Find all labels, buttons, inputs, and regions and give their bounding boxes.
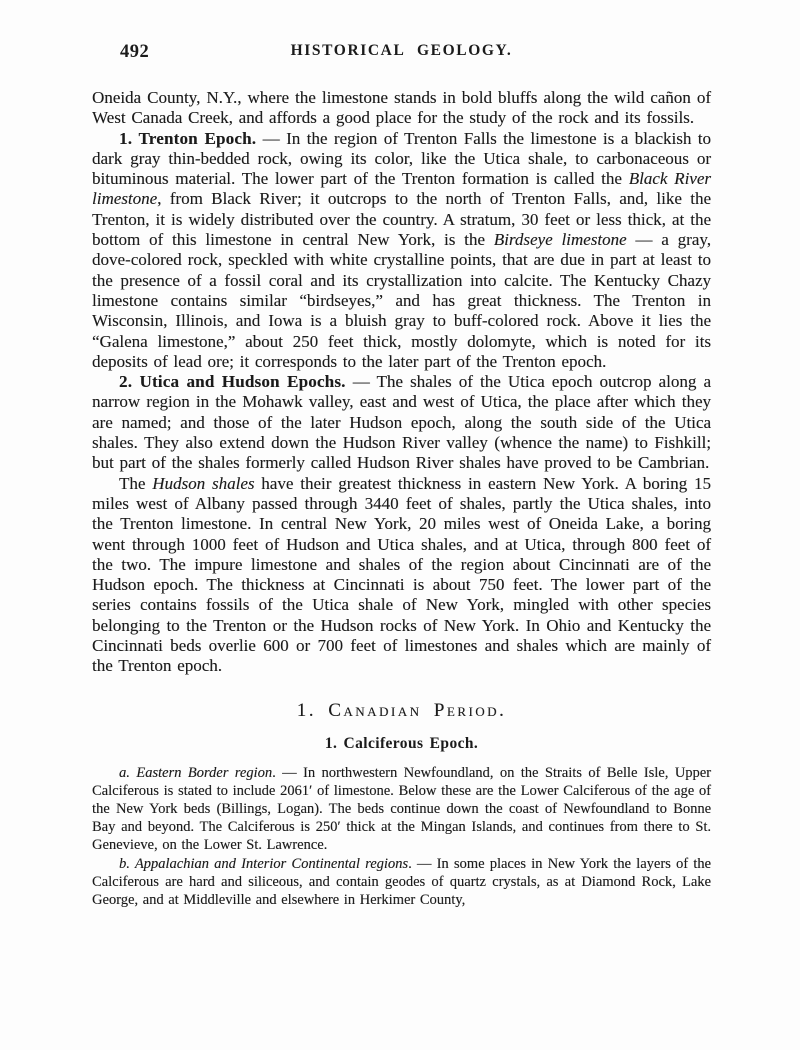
text-segment: b. Appalachian and Interior Continental regions: [119, 855, 409, 872]
text-segment: 2. Utica and Hudson Epochs.: [119, 372, 346, 392]
text-segment: have their greatest thickness in eastern New York. A boring 15 miles west of Albany passed through 3440 feet of shales, partly the Utica shales, into the Trenton limestone. In central New York, 20 miles west of Oneida Lake, a boring went through 1000 feet of Hudson and Utica shales, and at Utica, through 800 feet of the two. The impure limestone and shales of the region about Cincinnati are of the Hudson epoch. The thickness at Cincinnati is about 750 feet. The lower part of the series contains fossils of the Utica shale of New York, mingled with other species belonging to the Trenton or the Hudson rocks of New York. In Ohio and Kentucky the Cincinnati beds overlie 600 or 700 feet of limestones and shales which are mainly of the Trenton epoch.: [92, 473, 711, 676]
heading-epoch: 1. Calciferous Epoch.: [324, 734, 479, 752]
page-header: [92, 42, 711, 64]
text-segment: . — In some places in New York the layers of the Calciferous are hard and siliceous, and contain geodes of quartz crystals, as at Diamond Rock, Lake George, and at Middleville and elsewhere in Herkimer County,: [92, 855, 711, 909]
text-segment: The: [119, 473, 153, 493]
paragraph: [92, 474, 711, 677]
running-title: HISTORICAL GEOLOGY.: [290, 42, 513, 59]
text-segment: Black River limestone: [92, 169, 712, 209]
heading-period: 1. Canadian Period.: [296, 699, 507, 721]
paragraph: [92, 372, 711, 473]
page-body: [92, 88, 711, 909]
paragraph: [92, 764, 711, 855]
text-segment: Hudson shales: [152, 473, 255, 493]
text-segment: — In the region of Trenton Falls the limestone is a blackish to dark gray thin-bedded rock, owing its color, like the Utica shale, to carbonaceous or bituminous material. The lower part of the Trenton formation is called the: [92, 128, 711, 189]
text-segment: 1. Trenton Epoch.: [119, 128, 257, 148]
paragraph: [92, 855, 711, 910]
text-segment: Oneida County, N.Y., where the limestone stands in bold bluffs along the wild cañon of West Canada Creek, and affords a good place for the study of the rock and its fossils.: [92, 88, 711, 128]
page-number: 492: [120, 42, 150, 62]
text-segment: , from Black River; it outcrops to the north of Trenton Falls, and, like the Trenton, it is widely distributed over the country. A stratum, 30 feet or less thick, at the bottom of this limestone in central New York, is the: [92, 189, 711, 250]
text-segment: . — In northwestern Newfoundland, on the Straits of Belle Isle, Upper Calciferous is stated to include 2061′ of limestone. Below these are the Lower Calciferous of the age of the New York beds (Billings, Logan). The beds continue down the coast of Newfoundland to Bonne Bay and beyond. The Calciferous is 250′ thick at the Mingan Islands, and continues from there to St. Genevieve, on the Lower St. Lawrence.: [92, 764, 712, 854]
paragraph: [92, 88, 711, 129]
paragraph: [92, 129, 711, 373]
text-segment: — The shales of the Utica epoch outcrop along a narrow region in the Mohawk valley, east and west of Utica, the place after which they are named; and those of the later Hudson epoch, along the south side of the Utica shales. They also extend down the Hudson River valley (whence the name) to Fishkill; but part of the shales formerly called Hudson River shales have proved to be Cambrian.: [92, 372, 711, 473]
text-segment: Birdseye limestone: [493, 230, 627, 250]
text-segment: a. Eastern Border region: [119, 764, 273, 781]
text-segment: — a gray, dove-colored rock, speckled with white crystalline points, that are due in part at least to the presence of a fossil coral and its crystallization into calcite. The Kentucky Chazy limestone contains similar “birdseyes,” and has great thickness. The Trenton in Wisconsin, Illinois, and Iowa is a bluish gray to buff-colored rock. Above it lies the “Galena limestone,” about 250 feet thick, mostly dolomyte, which is noted for its deposits of lead ore; it corresponds to the later part of the Trenton epoch.: [92, 230, 711, 371]
